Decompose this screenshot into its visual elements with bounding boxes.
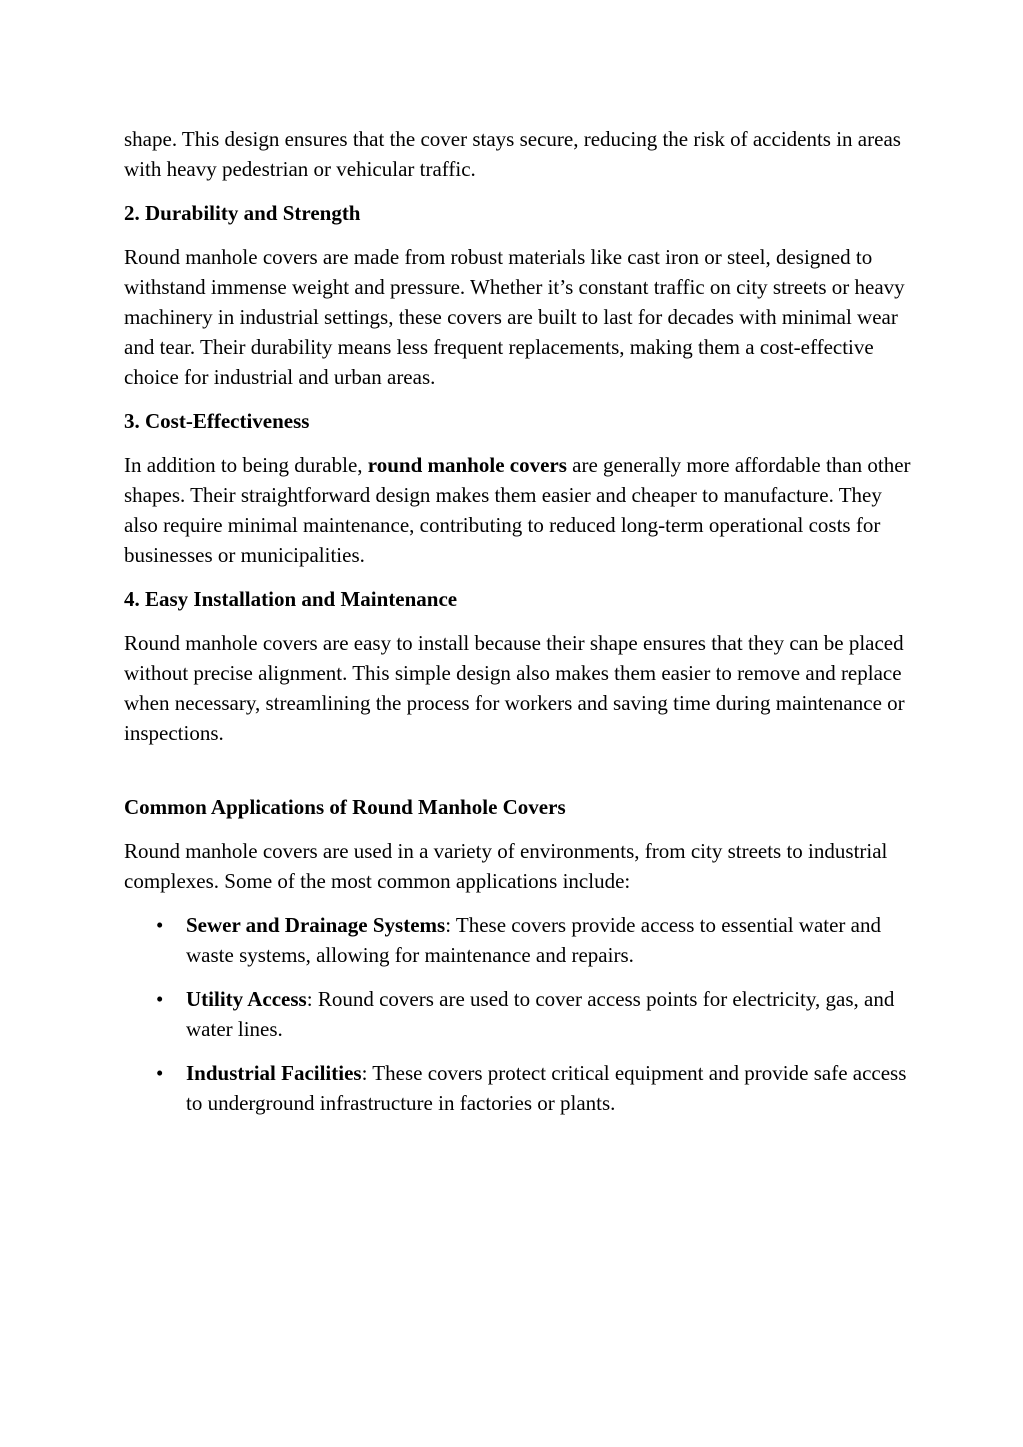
cost-body-bold: round manhole covers [367,453,567,477]
section-body-cost [124,450,914,570]
list-item-desc: : These covers protect critical equipment and provide safe access to underground infrastructure in factories or plants. [186,1061,907,1115]
applications-list [124,910,914,1118]
section-heading-cost: 3. Cost-Effectiveness [124,409,310,433]
bullet-icon: • [156,913,164,937]
section-heading-durability: 2. Durability and Strength [124,201,361,225]
cost-body-start: In addition to being durable, [124,453,368,477]
section-body-durability: Round manhole covers are made from robust materials like cast iron or steel, designed to withstand immense weight and pressure. Whether it’s constant traffic on city streets or heavy machinery in industrial settings, these covers are built to last for decades with minimal wear and tear. Their durability means less frequent replacements, making them a cost-effective choice for industrial and urban areas. [124,245,905,389]
list-item-term: Utility Access [186,987,307,1011]
list-item-term: Industrial Facilities [186,1061,362,1085]
bullet-icon: • [156,987,164,1011]
applications-intro: Round manhole covers are used in a variety of environments, from city streets to industrial complexes. Some of the most common applications include: [124,839,888,893]
list-item [124,984,914,1044]
intro-paragraph: shape. This design ensures that the cover stays secure, reducing the risk of accidents in areas with heavy pedestrian or vehicular traffic. [124,127,901,181]
list-item-term: Sewer and Drainage Systems [186,913,446,937]
section-body-installation: Round manhole covers are easy to install because their shape ensures that they can be placed without precise alignment. This simple design also makes them easier to remove and replace when necessary, streamlining the process for workers and saving time during maintenance or inspections. [124,631,905,745]
list-item [124,1058,914,1118]
cost-body-end: are generally more affordable than other shapes. Their straightforward design makes them easier and cheaper to manufacture. They also require minimal maintenance, contributing to reduced long-term operational costs for businesses or municipalities. [124,453,911,567]
document-page [124,124,914,1132]
list-item [124,910,914,970]
applications-heading: Common Applications of Round Manhole Covers [124,795,566,819]
list-item-desc: : Round covers are used to cover access points for electricity, gas, and water lines. [186,987,895,1041]
bullet-icon: • [156,1061,164,1085]
list-item-desc: : These covers provide access to essential water and waste systems, allowing for maintenance and repairs. [186,913,881,967]
section-heading-installation: 4. Easy Installation and Maintenance [124,587,458,611]
